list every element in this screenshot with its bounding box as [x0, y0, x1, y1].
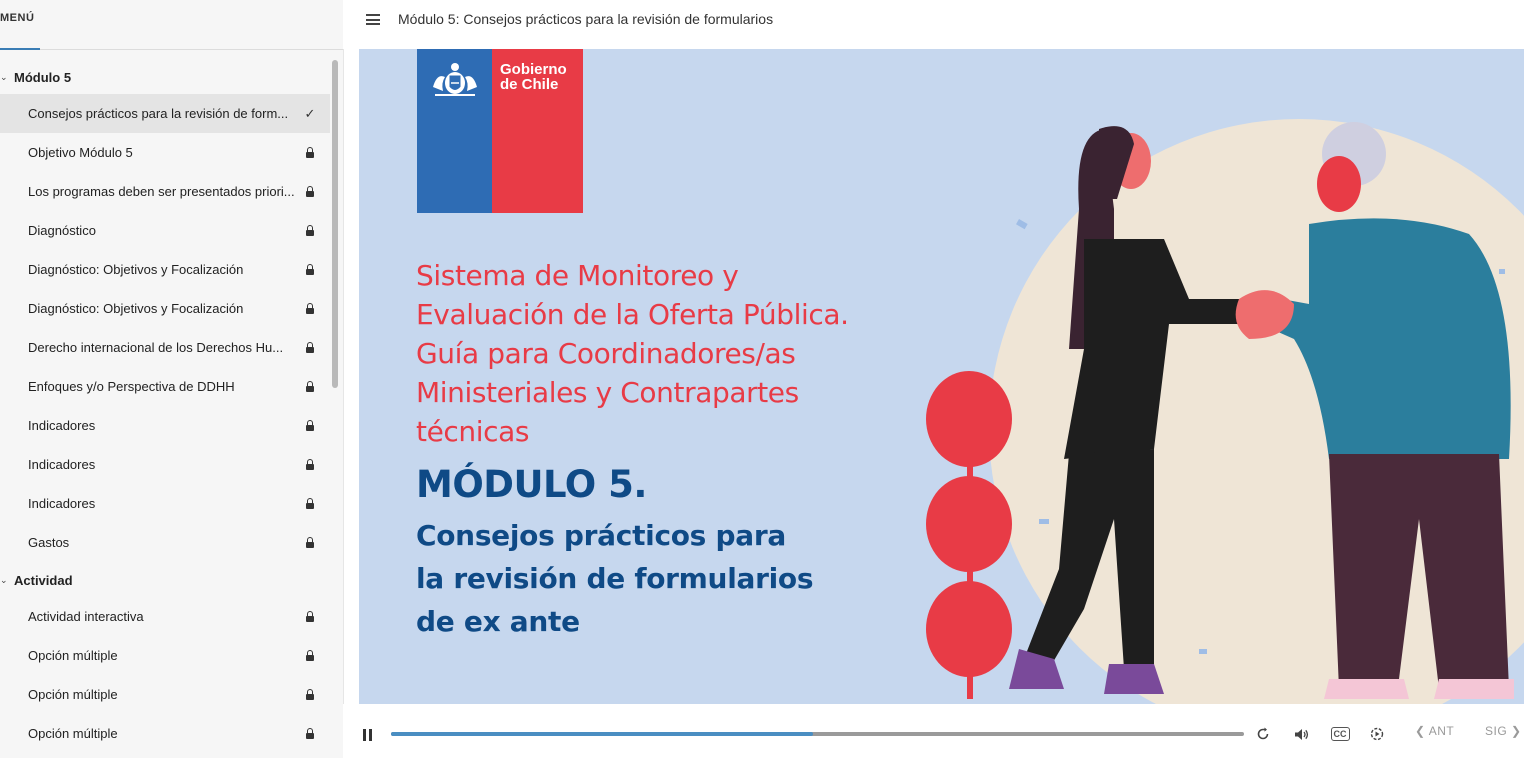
sidebar-section[interactable]: [0, 567, 330, 593]
chevron-down-icon: ⌄: [0, 574, 8, 585]
module-subtitle-line: de ex ante: [416, 605, 580, 638]
sidebar-section-title: Actividad: [14, 572, 73, 588]
menu-tab-indicator: [0, 48, 40, 50]
sidebar-item[interactable]: [0, 94, 330, 133]
logo-text: [500, 62, 567, 92]
cc-label: CC: [1331, 727, 1350, 741]
menu-header: [0, 0, 343, 50]
chevron-left-icon: ❮: [1415, 724, 1426, 738]
sidebar-item-label: Indicadores: [28, 457, 96, 472]
sidebar-item[interactable]: [0, 675, 330, 714]
sidebar-item[interactable]: [0, 445, 330, 484]
sidebar-item-label: Actividad interactiva: [28, 609, 144, 624]
sidebar-item-label: Diagnóstico: Objetivos y Focalización: [28, 301, 244, 316]
lock-icon: [303, 302, 317, 316]
pause-icon[interactable]: [363, 729, 372, 741]
course-title-line: Ministeriales y Contrapartes: [416, 376, 799, 409]
top-bar: [343, 0, 1537, 49]
sidebar-scrollbar[interactable]: [332, 60, 338, 388]
lock-icon: [303, 419, 317, 433]
sidebar: [0, 0, 344, 758]
playback-speed-icon[interactable]: [1369, 724, 1385, 744]
module-subtitle-line: la revisión de formularios: [416, 562, 814, 595]
sidebar-section[interactable]: [0, 64, 330, 90]
lock-icon: [303, 185, 317, 199]
course-title-line: técnicas: [416, 415, 530, 448]
next-label: SIG: [1485, 724, 1508, 738]
logo-red-panel: [492, 49, 583, 213]
sidebar-item[interactable]: [0, 636, 330, 675]
sidebar-item[interactable]: [0, 172, 330, 211]
lock-icon: [303, 263, 317, 277]
lock-icon: [303, 688, 317, 702]
lock-icon: [303, 610, 317, 624]
lock-icon: [303, 536, 317, 550]
sidebar-item[interactable]: [0, 523, 330, 562]
sidebar-item[interactable]: [0, 289, 330, 328]
slide-canvas: [359, 49, 1524, 704]
logo-line-2: de Chile: [500, 76, 559, 93]
sidebar-item-label: Diagnóstico: Objetivos y Focalización: [28, 262, 244, 277]
sidebar-item-label: Consejos prácticos para la revisión de form...: [28, 106, 289, 121]
menu-title: MENÚ: [0, 12, 35, 24]
sidebar-item[interactable]: [0, 367, 330, 406]
lock-icon: [303, 341, 317, 355]
gobierno-de-chile-logo: [417, 49, 583, 213]
prev-label: ANT: [1428, 724, 1455, 738]
sidebar-item[interactable]: [0, 211, 330, 250]
course-title: [416, 256, 976, 451]
sidebar-item-label: Enfoques y/o Perspectiva de DDHH: [28, 379, 235, 394]
coat-of-arms-icon: [427, 57, 483, 101]
menu-toggle-icon[interactable]: [366, 14, 380, 25]
page-title: Módulo 5: Consejos prácticos para la revisión de formularios: [398, 11, 774, 27]
course-title-line: Sistema de Monitoreo y: [416, 259, 739, 292]
sidebar-item[interactable]: [0, 597, 330, 636]
chevron-down-icon: ⌄: [0, 71, 8, 82]
player-controls: [343, 704, 1537, 758]
sidebar-item-label: Los programas deben ser presentados priori...: [28, 184, 295, 199]
sidebar-item[interactable]: [0, 133, 330, 172]
sidebar-item-label: Objetivo Módulo 5: [28, 145, 133, 160]
sidebar-item[interactable]: [0, 406, 330, 445]
sidebar-item-label: Diagnóstico: [28, 223, 96, 238]
replay-icon[interactable]: [1255, 724, 1271, 744]
sidebar-item[interactable]: [0, 484, 330, 523]
module-subtitle-line: Consejos prácticos para: [416, 519, 786, 552]
lock-icon: [303, 649, 317, 663]
sidebar-item-label: Indicadores: [28, 496, 96, 511]
lock-icon: [303, 146, 317, 160]
volume-icon[interactable]: [1293, 724, 1309, 744]
sidebar-section-title: Módulo 5: [14, 69, 72, 85]
sidebar-item-label: Derecho internacional de los Derechos Hu...: [28, 340, 284, 355]
handshake-illustration: [899, 49, 1524, 704]
closed-captions-button[interactable]: [1329, 724, 1351, 744]
module-title: MÓDULO 5.: [416, 463, 647, 506]
prev-button[interactable]: [1415, 724, 1454, 738]
progress-bar[interactable]: [391, 732, 1244, 736]
sidebar-item[interactable]: [0, 250, 330, 289]
sidebar-item[interactable]: [0, 328, 330, 367]
lock-icon: [303, 458, 317, 472]
course-title-line: Guía para Coordinadores/as: [416, 337, 796, 370]
next-button[interactable]: [1485, 724, 1522, 738]
sidebar-item-label: Opción múltiple: [28, 648, 118, 663]
checkmark-icon: ✓: [304, 105, 316, 121]
chevron-right-icon: ❯: [1511, 724, 1522, 738]
sidebar-item-label: Opción múltiple: [28, 726, 118, 741]
module-subtitle: [416, 514, 936, 643]
course-title-line: Evaluación de la Oferta Pública.: [416, 298, 849, 331]
logo-blue-panel: [417, 49, 492, 213]
lock-icon: [303, 224, 317, 238]
lock-icon: [303, 727, 317, 741]
sidebar-item-label: Opción múltiple: [28, 687, 118, 702]
lock-icon: [303, 380, 317, 394]
lock-icon: [303, 497, 317, 511]
sidebar-item-label: Gastos: [28, 535, 70, 550]
red-plant: [926, 371, 1012, 699]
progress-fill: [391, 732, 813, 736]
logo-line-1: Gobierno: [500, 61, 567, 78]
sidebar-item-label: Indicadores: [28, 418, 96, 433]
sidebar-item[interactable]: [0, 714, 330, 753]
